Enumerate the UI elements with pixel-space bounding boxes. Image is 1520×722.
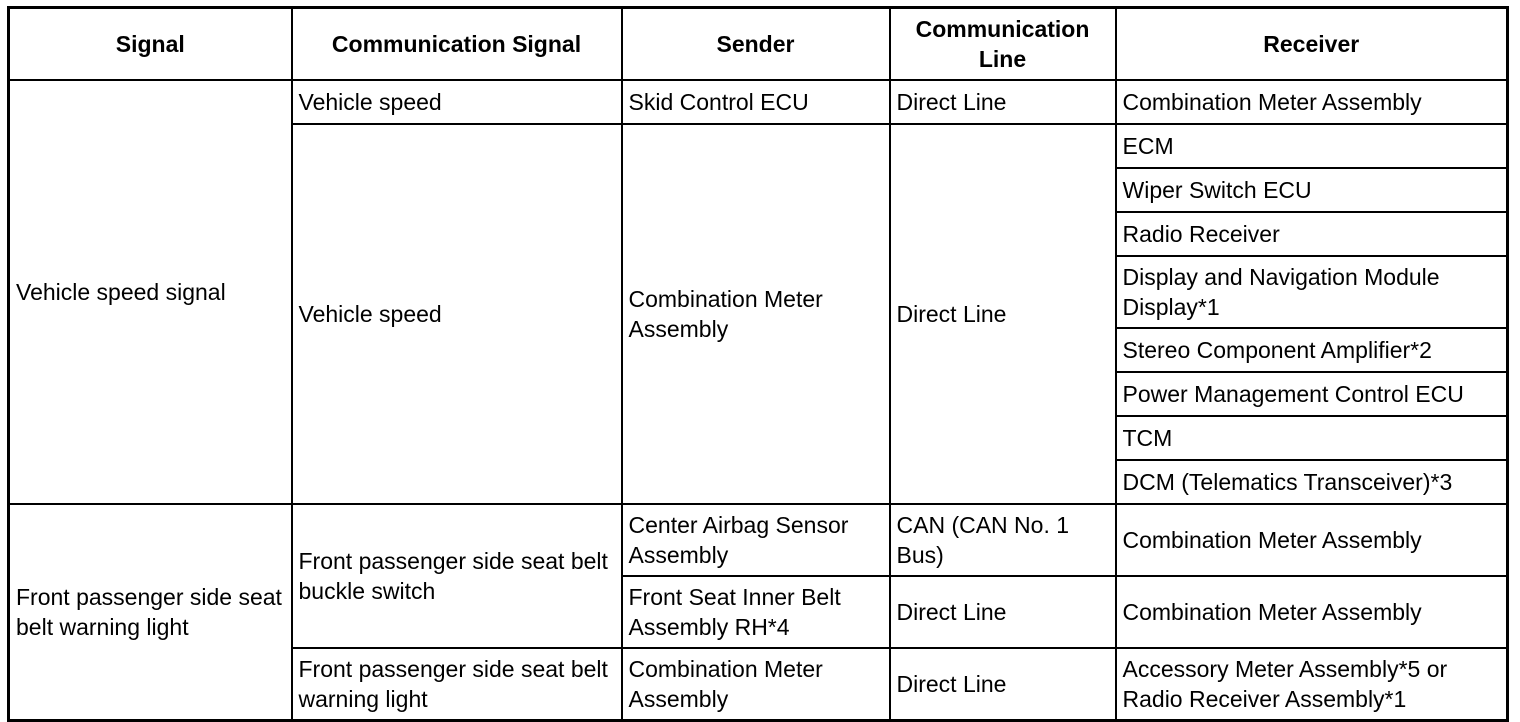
- receiver-cell: TCM: [1116, 416, 1508, 460]
- communication-signal-table: [7, 6, 1509, 722]
- receiver-cell: Radio Receiver: [1116, 212, 1508, 256]
- communication-line-cell: Direct Line: [890, 80, 1116, 124]
- communication-line-cell: Direct Line: [890, 576, 1116, 648]
- table-row: [9, 504, 1508, 576]
- communication-signal-cell: Vehicle speed: [292, 124, 622, 504]
- signal-cell-vehicle-speed: Vehicle speed signal: [9, 80, 292, 504]
- communication-line-cell: Direct Line: [890, 648, 1116, 721]
- signal-cell-seat-belt-warning: Front passenger side seat belt warning light: [9, 504, 292, 721]
- receiver-cell: Stereo Component Amplifier*2: [1116, 328, 1508, 372]
- header-sender: Sender: [622, 8, 890, 81]
- receiver-cell: Wiper Switch ECU: [1116, 168, 1508, 212]
- header-communication-line: Communication Line: [890, 8, 1116, 81]
- receiver-cell: Combination Meter Assembly: [1116, 80, 1508, 124]
- header-receiver: Receiver: [1116, 8, 1508, 81]
- communication-signal-cell: Vehicle speed: [292, 80, 622, 124]
- table-row: [9, 80, 1508, 124]
- receiver-cell: Accessory Meter Assembly*5 or Radio Receiver Assembly*1: [1116, 648, 1508, 721]
- sender-cell: Front Seat Inner Belt Assembly RH*4: [622, 576, 890, 648]
- communication-signal-cell: Front passenger side seat belt warning light: [292, 648, 622, 721]
- signal-table-container: [7, 6, 1506, 722]
- communication-signal-cell: Front passenger side seat belt buckle switch: [292, 504, 622, 648]
- receiver-cell: ECM: [1116, 124, 1508, 168]
- communication-line-cell: Direct Line: [890, 124, 1116, 504]
- header-signal: Signal: [9, 8, 292, 81]
- sender-cell: Center Airbag Sensor Assembly: [622, 504, 890, 576]
- communication-line-cell: CAN (CAN No. 1 Bus): [890, 504, 1116, 576]
- receiver-cell: DCM (Telematics Transceiver)*3: [1116, 460, 1508, 504]
- sender-cell: Combination Meter Assembly: [622, 124, 890, 504]
- sender-cell: Combination Meter Assembly: [622, 648, 890, 721]
- header-row: [9, 8, 1508, 81]
- receiver-cell: Combination Meter Assembly: [1116, 504, 1508, 576]
- receiver-cell: Power Management Control ECU: [1116, 372, 1508, 416]
- sender-cell: Skid Control ECU: [622, 80, 890, 124]
- header-communication-signal: Communication Signal: [292, 8, 622, 81]
- receiver-cell: Combination Meter Assembly: [1116, 576, 1508, 648]
- receiver-cell: Display and Navigation Module Display*1: [1116, 256, 1508, 328]
